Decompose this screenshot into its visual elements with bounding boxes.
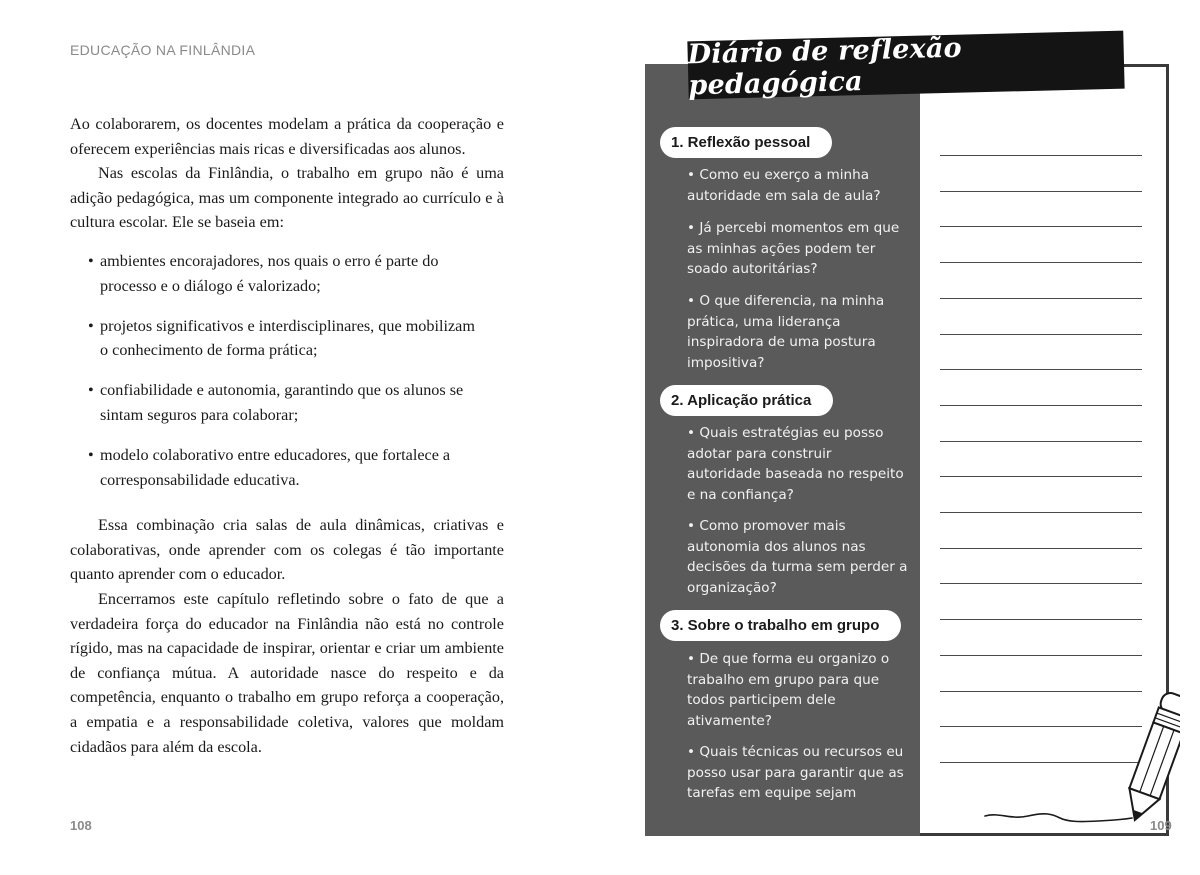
writing-line xyxy=(940,619,1142,620)
question: • De que forma eu organizo o trabalho em grupo para que todos participem dele ativamente? xyxy=(687,651,890,729)
title-banner xyxy=(687,31,1124,100)
writing-line xyxy=(940,191,1142,192)
writing-line xyxy=(940,405,1142,406)
writing-line xyxy=(940,334,1142,335)
bullet-item: • ambientes encorajadores, nos quais o erro é parte do processo e o diálogo é valorizado; xyxy=(88,249,486,298)
pencil-icon xyxy=(980,680,1180,830)
paragraph: Encerramos este capítulo refletindo sobre o fato de que a verdadeira força do educador na Finlândia não está no controle rígido, mas na capacidade de inspirar, orientar e criar um ambiente de confiança mútua. A autoridade nasce do respeito e da competência, enquanto o trabalho em grupo reforça a cooperação, a empatia e a responsabilidade coletiva, valores que moldam cidadãos para além da escola. xyxy=(70,590,504,756)
bullet-item: • projetos significativos e interdisciplinares, que mobilizam o conhecimento de forma prática; xyxy=(88,314,486,363)
paragraph: Nas escolas da Finlândia, o trabalho em grupo não é uma adição pedagógica, mas um componente integrado ao currículo e à cultura escolar. Ele se baseia em: xyxy=(70,164,504,232)
paragraph: Essa combinação cria salas de aula dinâmicas, criativas e colaborativas, onde aprender com os colegas é tão importante quanto aprender com o educador. xyxy=(70,516,504,584)
question: • O que diferencia, na minha prática, uma liderança inspiradora de uma postura impositiva? xyxy=(687,293,885,371)
paragraph: Ao colaborarem, os docentes modelam a prática da cooperação e oferecem experiências mais ricas e diversificadas aos alunos. xyxy=(70,115,504,158)
section-heading: 3. Sobre o trabalho em grupo xyxy=(660,610,901,641)
writing-line xyxy=(940,226,1142,227)
question: • Como promover mais autonomia dos alunos nas decisões da turma sem perder a organização? xyxy=(687,518,908,596)
bullet-item: • confiabilidade e autonomia, garantindo que os alunos se sintam seguros para colaborar; xyxy=(88,378,486,427)
writing-line xyxy=(940,298,1142,299)
writing-line xyxy=(940,476,1142,477)
bullet-item: • modelo colaborativo entre educadores, que fortalece a corresponsabilidade educativa. xyxy=(88,443,486,492)
writing-line xyxy=(940,441,1142,442)
question: • Quais estratégias eu posso adotar para construir autoridade baseada no respeito e na confiança? xyxy=(687,425,904,503)
bullet-list xyxy=(88,249,486,492)
writing-line xyxy=(940,262,1142,263)
question: • Quais técnicas ou recursos eu posso usar para garantir que as tarefas em equipe sejam xyxy=(687,744,904,802)
writing-line xyxy=(940,583,1142,584)
question: • Como eu exerço a minha autoridade em sala de aula? xyxy=(687,167,881,204)
question: • Já percebi momentos em que as minhas ações podem ter soado autoritárias? xyxy=(687,220,900,278)
writing-line xyxy=(940,512,1142,513)
running-head: EDUCAÇÃO NA FINLÂNDIA xyxy=(70,42,256,58)
page-number: 108 xyxy=(70,818,92,833)
body-text xyxy=(70,112,504,759)
page-number: 109 xyxy=(1150,818,1172,833)
right-page xyxy=(600,0,1200,875)
section-heading: 1. Reflexão pessoal xyxy=(660,127,832,158)
section-heading: 2. Aplicação prática xyxy=(660,385,833,416)
writing-line xyxy=(940,155,1142,156)
writing-line xyxy=(940,369,1142,370)
writing-line xyxy=(940,548,1142,549)
journal-title: Diário de reflexão pedagógica xyxy=(687,32,963,102)
writing-line xyxy=(940,655,1142,656)
